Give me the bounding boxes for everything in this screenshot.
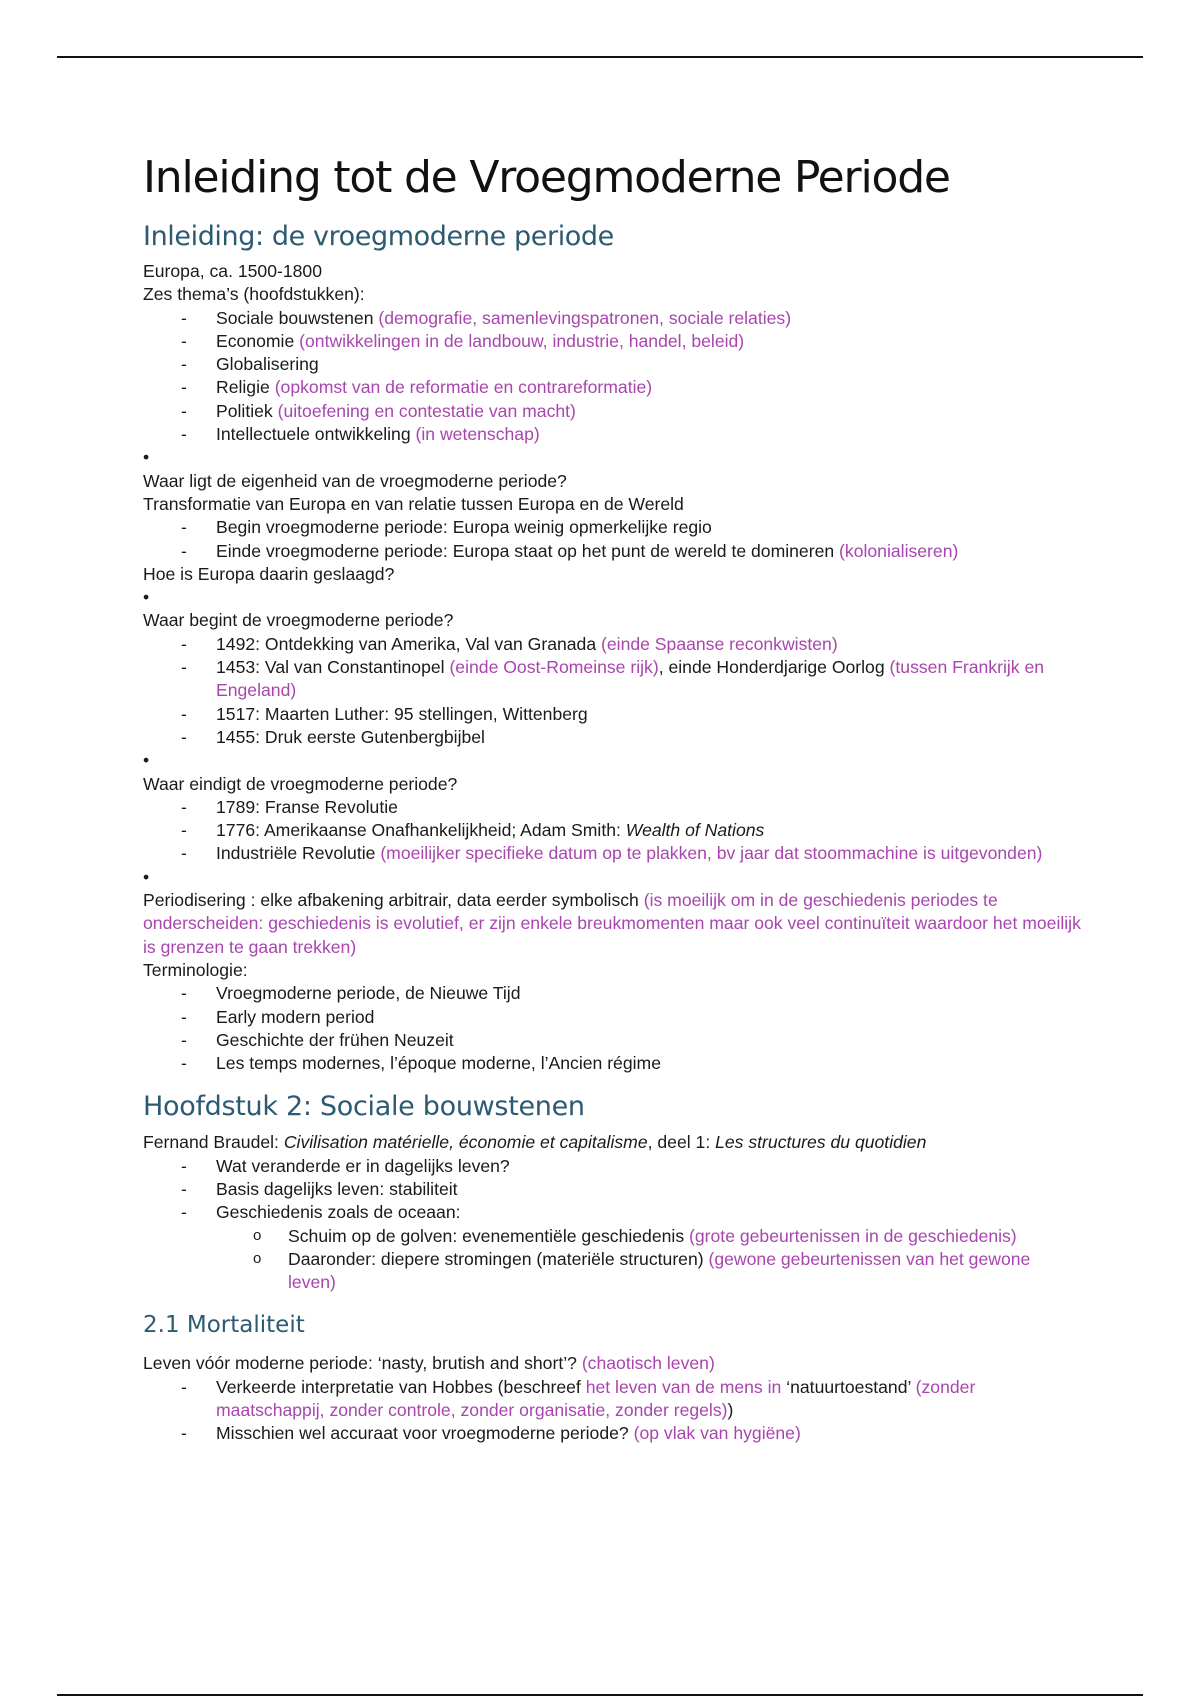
braudel-list [143, 1155, 1083, 1225]
list-item: - Vroegmoderne periode, de Nieuwe Tijd [143, 982, 1083, 1005]
list-item: - 1453: Val van Constantinopel (einde Oost-Romeinse rijk), einde Honderdjarige Oorlog (tussen Frankrijk en Engeland) [143, 656, 1083, 703]
list-item: - 1517: Maarten Luther: 95 stellingen, Wittenberg [143, 703, 1083, 726]
list-item: - 1492: Ontdekking van Amerika, Val van Granada (einde Spaanse reconkwisten) [143, 633, 1083, 656]
list-item: - Basis dagelijks leven: stabiliteit [143, 1178, 1083, 1201]
bullet-marker: • [143, 447, 150, 468]
document-body [143, 146, 1083, 1446]
section-heading-hoofdstuk-2: Hoofdstuk 2: Sociale bouwstenen [143, 1091, 585, 1123]
question-begint: Waar begint de vroegmoderne periode? [143, 610, 454, 631]
top-rule [57, 56, 1143, 58]
list-item: - Einde vroegmoderne periode: Europa staat op het punt de wereld te domineren (kolonialiseren) [143, 540, 1083, 563]
end-events-list [143, 796, 1083, 866]
bullet-marker: • [143, 750, 150, 771]
bullet-marker: • [143, 866, 150, 887]
list-item: - Geschiedenis zoals de oceaan: [143, 1201, 1083, 1224]
mortality-list [143, 1376, 1083, 1446]
list-item: - Wat veranderde er in dagelijks leven? [143, 1155, 1083, 1178]
list-item: - Early modern period [143, 1006, 1083, 1029]
list-item: - 1455: Druk eerste Gutenbergbijbel [143, 726, 1083, 749]
bullet-marker: • [143, 587, 150, 608]
begin-events-list [143, 633, 1083, 749]
terminology-list [143, 982, 1083, 1075]
list-item: - Politiek (uitoefening en contestatie van macht) [143, 400, 1083, 423]
list-item: - 1776: Amerikaanse Onafhankelijkheid; Adam Smith: Wealth of Nations [143, 819, 1083, 842]
section-heading-inleiding: Inleiding: de vroegmoderne periode [143, 221, 614, 252]
list-item: o Schuim op de golven: evenementiële geschiedenis (grote gebeurtenissen in de geschiedenis) [143, 1225, 1083, 1248]
list-item: - Misschien wel accuraat voor vroegmoderne periode? (op vlak van hygiëne) [143, 1422, 1083, 1445]
section-heading-mortaliteit: 2.1 Mortaliteit [143, 1312, 305, 1339]
list-item: - Sociale bouwstenen (demografie, samenlevingspatronen, sociale relaties) [143, 307, 1083, 330]
list-item: - Industriële Revolutie (moeilijker specifieke datum op te plakken, bv jaar dat stoommachine is uitgevonden) [143, 842, 1083, 865]
list-item: - Geschichte der frühen Neuzeit [143, 1029, 1083, 1052]
themes-intro: Zes thema’s (hoofdstukken): [143, 284, 365, 305]
bottom-rule [57, 1694, 1143, 1696]
question-eindigt: Waar eindigt de vroegmoderne periode? [143, 773, 458, 794]
terminology-label: Terminologie: [143, 959, 248, 980]
list-item: o Daaronder: diepere stromingen (materiële structuren) (gewone gebeurtenissen van het gewone leven) [143, 1248, 1083, 1295]
braudel-reference: Fernand Braudel: Civilisation matérielle, économie et capitalisme, deel 1: Les structures du quotidien [143, 1132, 927, 1153]
list-item: - 1789: Franse Revolutie [143, 796, 1083, 819]
mortality-intro: Leven vóór moderne periode: ‘nasty, brutish and short’? (chaotisch leven) [143, 1353, 715, 1374]
question-eigenheid: Waar ligt de eigenheid van de vroegmoderne periode? [143, 470, 567, 491]
transformation-list [143, 516, 1083, 563]
list-item: - Economie (ontwikkelingen in de landbouw, industrie, handel, beleid) [143, 330, 1083, 353]
question-geslaagd: Hoe is Europa daarin geslaagd? [143, 563, 395, 584]
period-line: Europa, ca. 1500-1800 [143, 261, 323, 281]
ocean-sublist [143, 1225, 1083, 1295]
transformation-line: Transformatie van Europa en van relatie tussen Europa en de Wereld [143, 493, 684, 514]
list-item: - Begin vroegmoderne periode: Europa weinig opmerkelijke regio [143, 516, 1083, 539]
list-item: - Intellectuele ontwikkeling (in wetenschap) [143, 423, 1083, 446]
list-item: - Globalisering [143, 353, 1083, 376]
list-item: - Les temps modernes, l’époque moderne, l’Ancien régime [143, 1052, 1083, 1075]
themes-list [143, 307, 1083, 447]
list-item: - Religie (opkomst van de reformatie en contrareformatie) [143, 376, 1083, 399]
list-item: - Verkeerde interpretatie van Hobbes (beschreef het leven van de mens in ‘natuurtoestand’ (zonder maatschappij, zonder controle, zonder organisatie, zonder regels)) [143, 1376, 1083, 1423]
periodisering-paragraph: Periodisering : elke afbakening arbitrair, data eerder symbolisch (is moeilijk om in de geschiedenis periodes te onderscheiden: geschiedenis is evolutief, er zijn enkele breukmomenten maar ook veel continuïteit waardoor het moeilijk is grenzen te gaan trekken) [143, 890, 1081, 957]
page-title: Inleiding tot de Vroegmoderne Periode [143, 152, 950, 203]
